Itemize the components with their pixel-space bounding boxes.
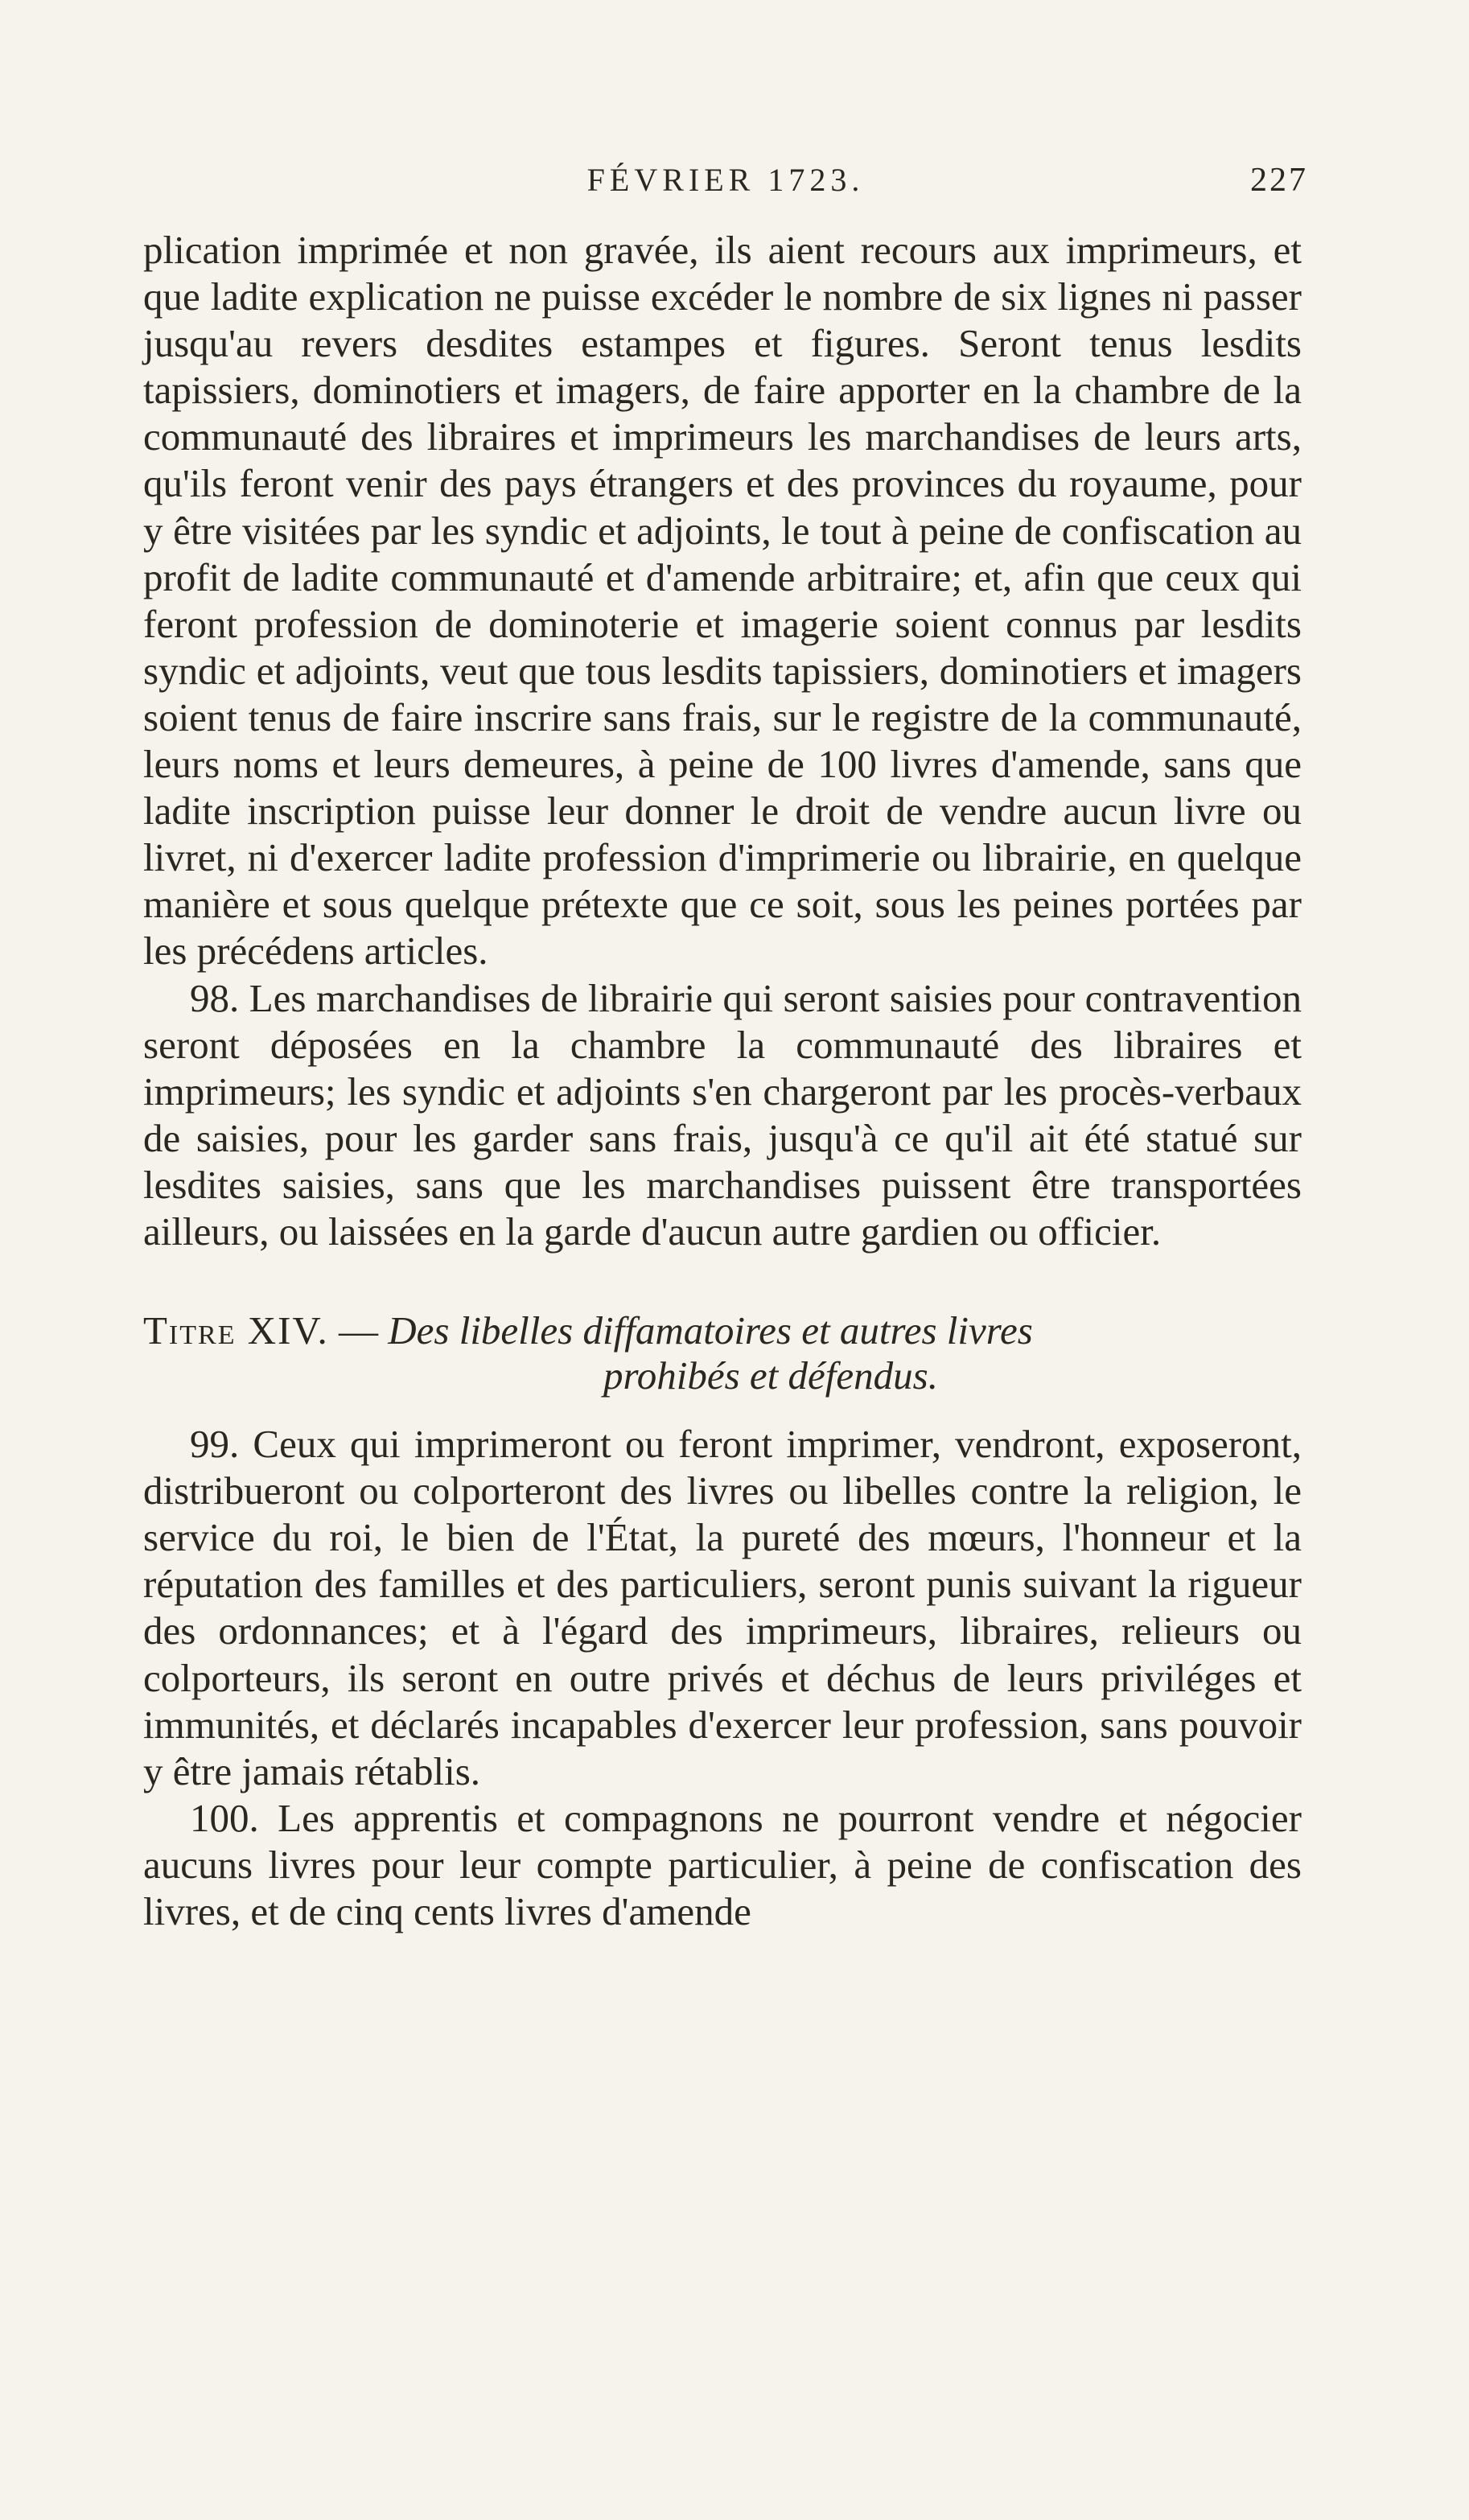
title-text-1: Des libelles diffamatoires et autres livres	[388, 1308, 1033, 1353]
title-dash: —	[328, 1308, 389, 1353]
article-100: 100. Les apprentis et compagnons ne pourront vendre et négocier aucuns livres pour leur compte particulier, à peine de confiscation des livres, et de cinq cents livres d'amende	[143, 1795, 1302, 1933]
article-98: 98. Les marchandises de librairie qui seront saisies pour contravention seront déposées en la chambre la communauté des libraires et imprimeurs; les syndic et adjoints s'en chargeront par les procès-verbaux de saisies, pour les garder sans frais, jusqu'à ce qu'il ait été statué sur lesdites saisies, sans que les marchandises puissent être transportées ailleurs, ou laissées en la garde d'aucun autre gardien ou officier.	[143, 975, 1302, 1254]
running-title: FÉVRIER 1723.	[586, 162, 865, 198]
body-text	[143, 227, 1302, 1935]
section-title	[143, 1308, 1302, 1398]
title-text-2: prohibés et défendus.	[603, 1353, 938, 1398]
title-label: Titre XIV.	[143, 1308, 329, 1353]
page-number: 227	[1250, 162, 1308, 199]
running-head	[143, 161, 1308, 209]
article-99: 99. Ceux qui imprimeront ou feront imprimer, vendront, exposeront, distribueront ou colporteront des livres ou libelles contre la religion, le service du roi, le bien de l'État, la pureté des mœurs, l'honneur et la réputation des familles et des particuliers, seront punis suivant la rigueur des ordonnances; et à l'égard des imprimeurs, libraires, relieurs ou colporteurs, ils seront en outre privés et déchus de leurs priviléges et immunités, et déclarés incapables d'exercer leur profession, sans pouvoir y être jamais rétablis.	[143, 1422, 1302, 1793]
section-title-line-2	[143, 1353, 1302, 1398]
section-title-line-1	[143, 1308, 1302, 1353]
paragraph-continued: plication imprimée et non gravée, ils aient recours aux imprimeurs, et que ladite explication ne puisse excéder le nombre de six lignes ni passer jusqu'au revers desdites estampes et figures. Seront tenus lesdits tapissiers, dominotiers et imagers, de faire apporter en la chambre de la communauté des libraires et imprimeurs les marchandises de leurs arts, qu'ils feront venir des pays étrangers et des provinces du royaume, pour y être visitées par les syndic et adjoints, le tout à peine de confiscation au profit de ladite communauté et d'amende arbitraire; et, afin que ceux qui feront profession de dominoterie et imagerie soient connus par lesdits syndic et adjoints, veut que tous lesdits tapissiers, dominotiers et imagers soient tenus de faire inscrire sans frais, sur le registre de la communauté, leurs noms et leurs demeures, à peine de 100 livres d'amende, sans que ladite inscription puisse leur donner le droit de vendre aucun livre ou livret, ni d'exercer ladite profession d'imprimerie ou librairie, en quelque manière et sous quelque prétexte que ce soit, sous les peines portées par les précédens articles.	[143, 228, 1302, 974]
